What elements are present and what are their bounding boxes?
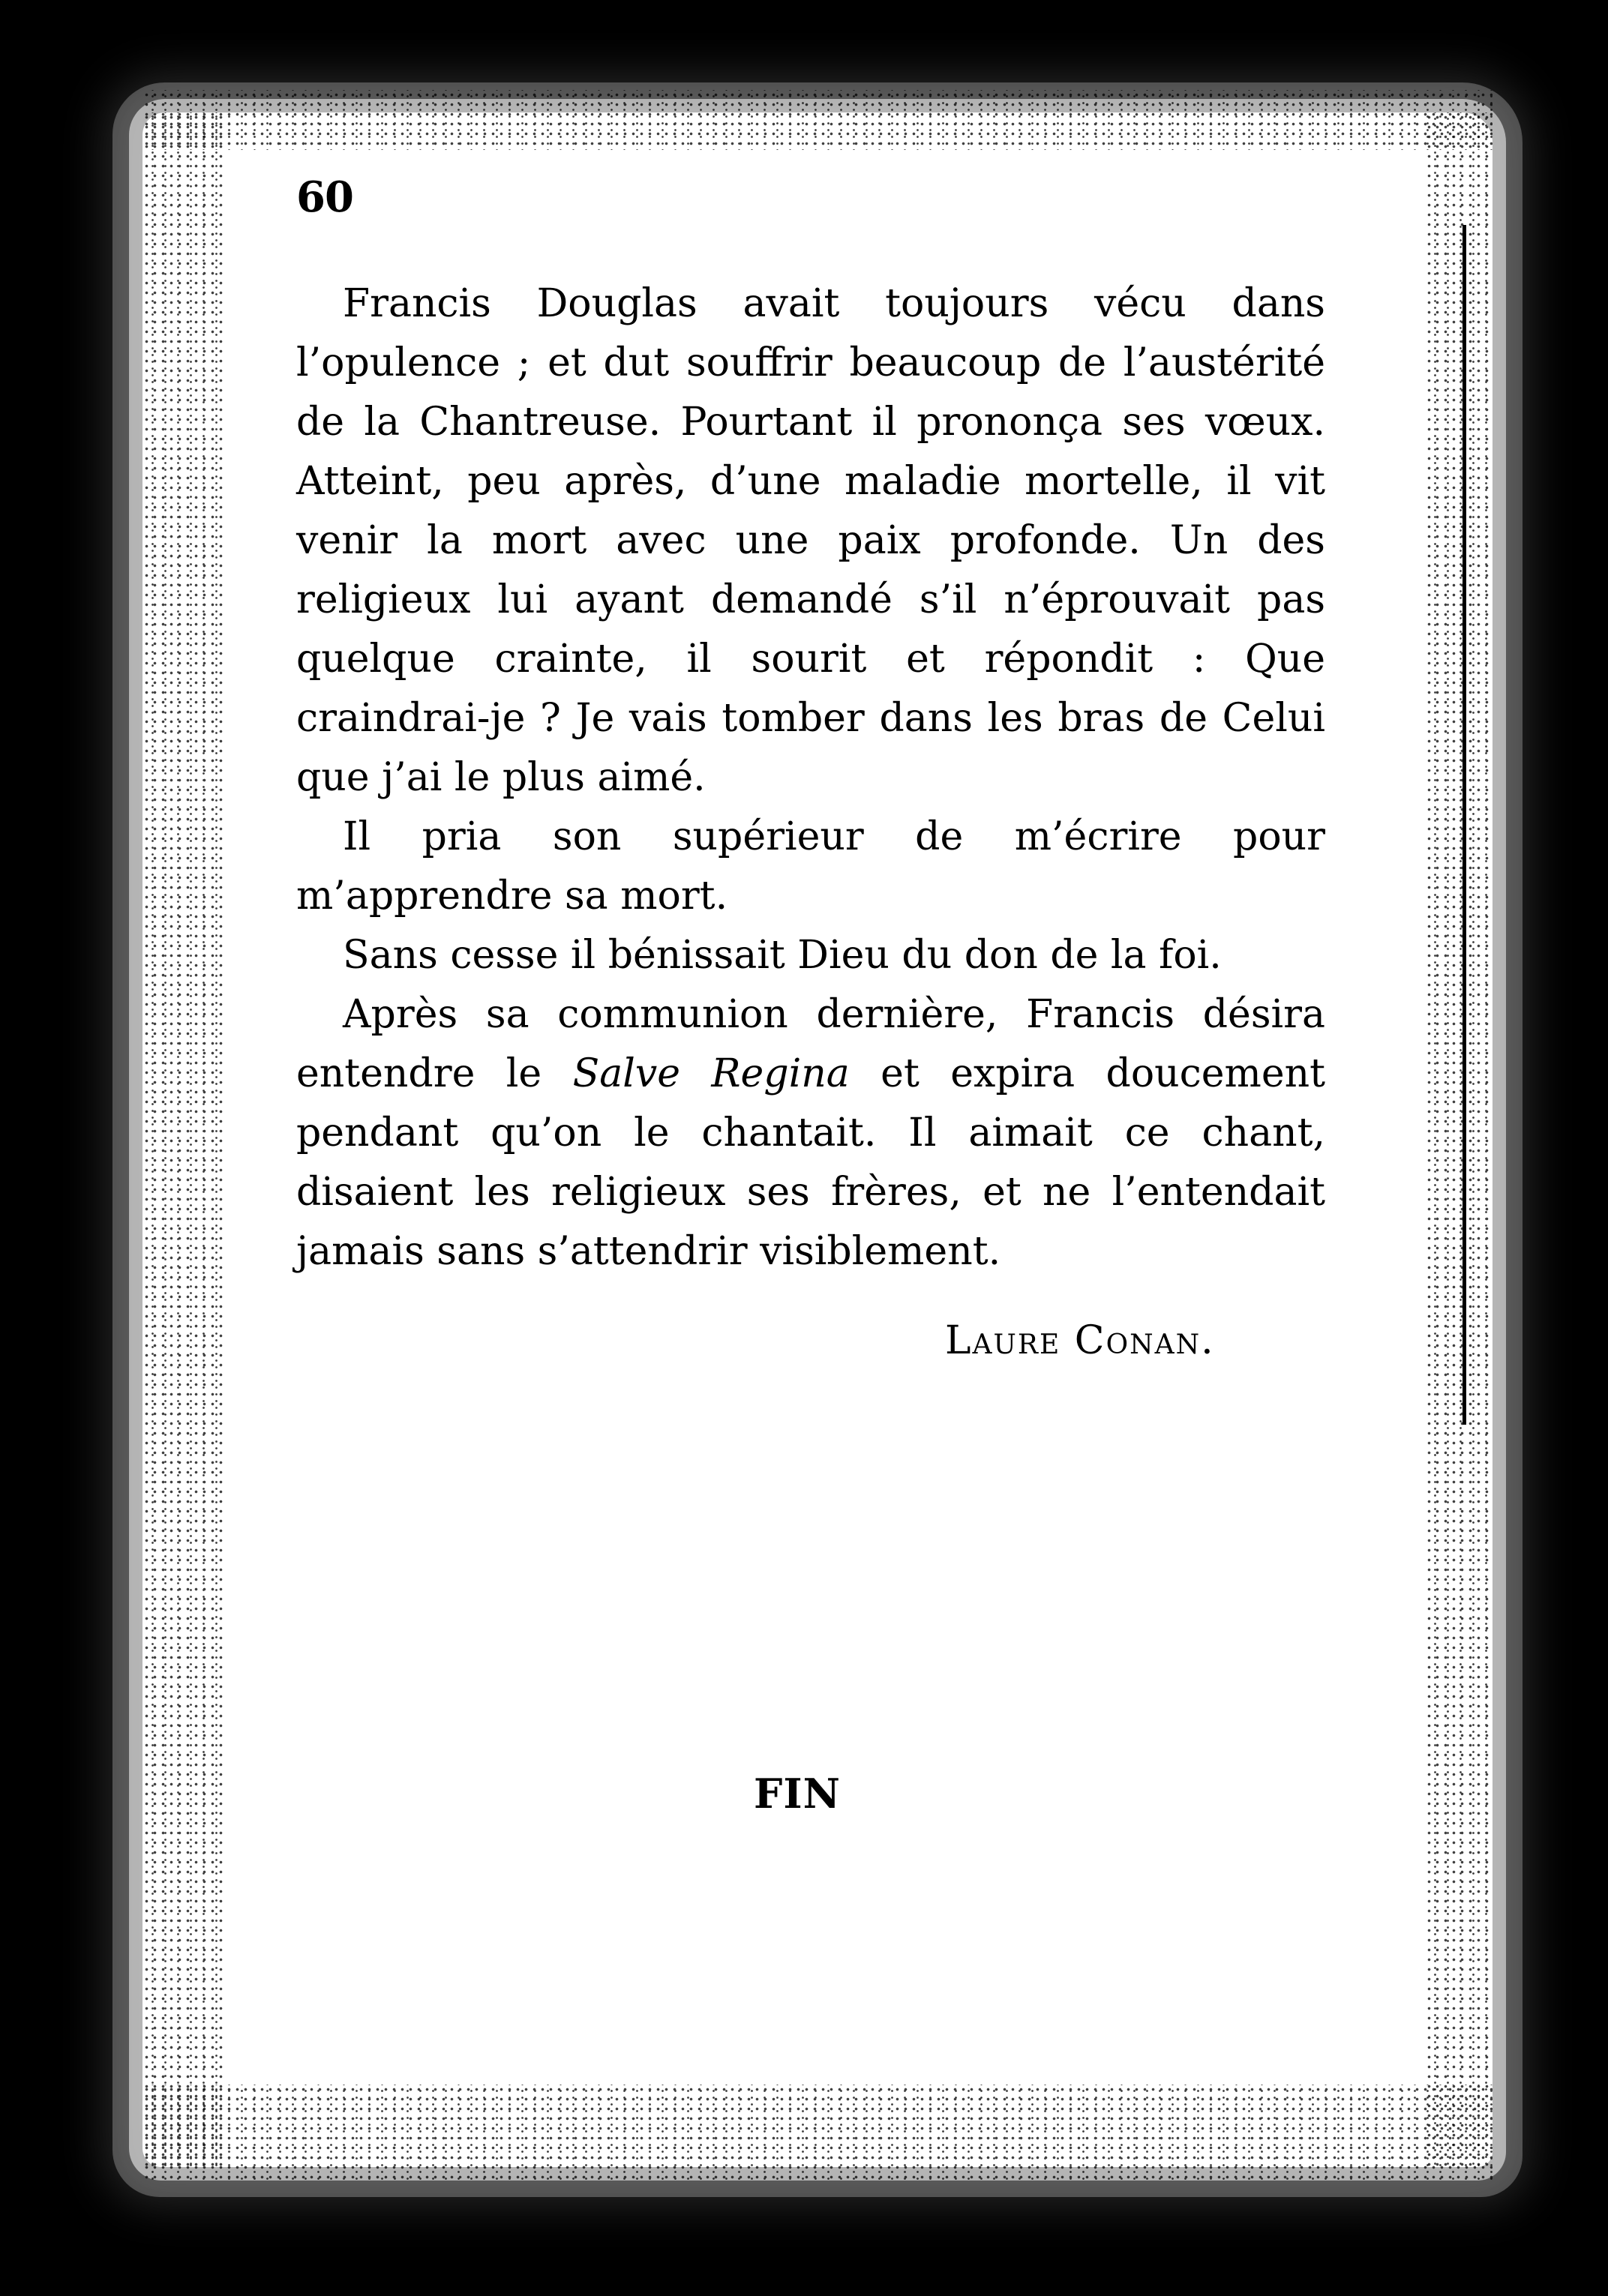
page-number: 60: [296, 172, 353, 222]
italic-title: Salve Regina: [572, 1051, 850, 1096]
right-margin-rule: [1462, 225, 1466, 1425]
paragraph: [296, 808, 1325, 926]
scan-edge-bottom: [142, 2085, 1492, 2182]
paragraph: [296, 274, 1325, 808]
paragraph: [296, 985, 1325, 1281]
paragraph-text: Francis Douglas avait toujours vécu dans l’opulence ; et dut souffrir beaucoup de l’austérité de la Chantreuse. Pourtant il prononça ses vœux. Atteint, peu après, d’une maladie mortelle, il vit venir la mort avec une paix profonde. Un des religieux lui ayant demandé s’il n’éprouvait pas quelque crainte, il sourit et répondit : Que craindrai-je ? Je vais tomber dans les bras de Celui que j’ai le plus aimé.: [296, 281, 1325, 800]
scan-edge-right: [1425, 112, 1492, 2167]
author-signature: Laure Conan.: [945, 1318, 1215, 1363]
paragraph-text: et expira doucement pendant qu’on le chantait. Il aimait ce chant, disaient les religieux ses frères, et ne l’entendait jamais sans s’attendrir visiblement.: [296, 1051, 1325, 1274]
scan-edge-left: [142, 112, 225, 2167]
scan-edge-top: [142, 90, 1492, 150]
end-mark: FIN: [754, 1770, 841, 1818]
body-text: [296, 274, 1325, 1281]
paragraph-text: Il pria son supérieur de m’écrire pour m’apprendre sa mort.: [296, 814, 1325, 919]
paragraph-text: Après sa communion dernière, Francis désira entendre le: [296, 992, 1325, 1096]
paragraph-text: Sans cesse il bénissait Dieu du don de la foi.: [343, 933, 1222, 978]
paragraph: [296, 926, 1325, 985]
